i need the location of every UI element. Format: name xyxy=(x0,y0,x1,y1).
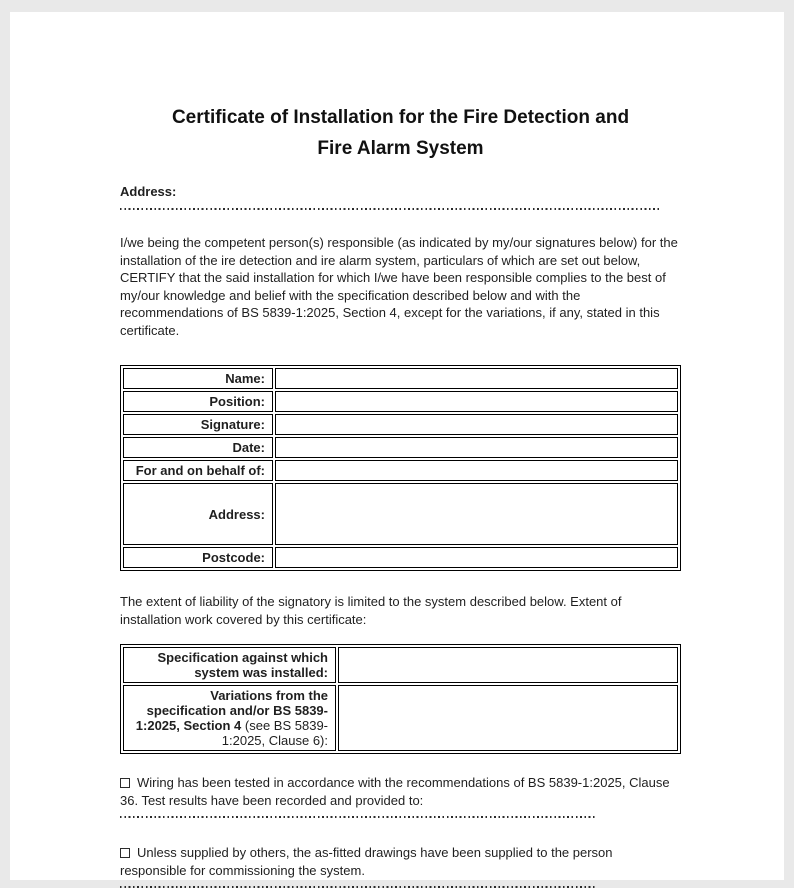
table-row xyxy=(123,647,678,683)
field-label: Name: xyxy=(123,368,273,389)
field-label: Date: xyxy=(123,437,273,458)
title-line-1: Certificate of Installation for the Fire Detection and xyxy=(171,107,630,128)
table-row xyxy=(123,460,678,481)
table-row xyxy=(123,547,678,568)
field-label: Address: xyxy=(123,483,273,545)
checkbox-wiring-label: Wiring has been tested in accordance with the recommendations of BS 5839-1:2025, Clause 36. Test results have been recorded and provided to: xyxy=(120,775,670,808)
field-label: Position: xyxy=(123,391,273,412)
field-label-regular-part: (see BS 5839-1:2025, Clause 6): xyxy=(221,718,328,748)
field-label xyxy=(123,685,336,751)
table-row xyxy=(123,391,678,412)
title-line-2: Fire Alarm System xyxy=(317,138,484,159)
table-row xyxy=(123,437,678,458)
dotted-line xyxy=(120,816,597,818)
specification-field-input[interactable] xyxy=(338,647,678,683)
date-field-input[interactable] xyxy=(275,437,678,458)
variations-field-input[interactable] xyxy=(338,685,678,751)
address-field-input[interactable] xyxy=(275,483,678,545)
checkbox-drawings-row xyxy=(120,844,681,879)
checkbox-drawings-label: Unless supplied by others, the as-fitted drawings have been supplied to the person responsible for commissioning the system. xyxy=(120,845,613,878)
name-field-input[interactable] xyxy=(275,368,678,389)
field-label: Postcode: xyxy=(123,547,273,568)
on-behalf-of-field-input[interactable] xyxy=(275,460,678,481)
address-dotted-line xyxy=(120,208,659,210)
field-label: Signature: xyxy=(123,414,273,435)
checkbox-icon[interactable] xyxy=(120,778,130,788)
signature-field-input[interactable] xyxy=(275,414,678,435)
table-row xyxy=(123,685,678,751)
field-label: For and on behalf of: xyxy=(123,460,273,481)
intro-paragraph: I/we being the competent person(s) responsible (as indicated by my/our signatures below) for the installation of the ire detection and ire alarm system, particulars of which are set out below, CERTIFY that the said installation for which I/we have been responsible complies to the best of my/our knowledge and belief with the specification described below and with the recommendations of BS 5839-1:2025, Section 4, except for the variations, if any, stated in this certificate. xyxy=(120,235,678,338)
extent-paragraph: The extent of liability of the signatory is limited to the system described below. Extent of installation work covered by this certificate: xyxy=(120,594,622,627)
signatory-table xyxy=(120,365,681,571)
checkbox-icon[interactable] xyxy=(120,848,130,858)
postcode-field-input[interactable] xyxy=(275,547,678,568)
checkbox-wiring-row xyxy=(120,774,681,809)
table-row xyxy=(123,414,678,435)
position-field-input[interactable] xyxy=(275,391,678,412)
table-row xyxy=(123,483,678,545)
field-label: Specification against which system was installed: xyxy=(123,647,336,683)
address-label: Address: xyxy=(120,184,177,199)
field-label-bold-part: Variations from the specification and/or BS 5839-1:2025, Section 4 xyxy=(135,688,328,733)
spec-table xyxy=(120,644,681,754)
table-row xyxy=(123,368,678,389)
document-page xyxy=(10,12,784,880)
page-title xyxy=(120,102,681,164)
